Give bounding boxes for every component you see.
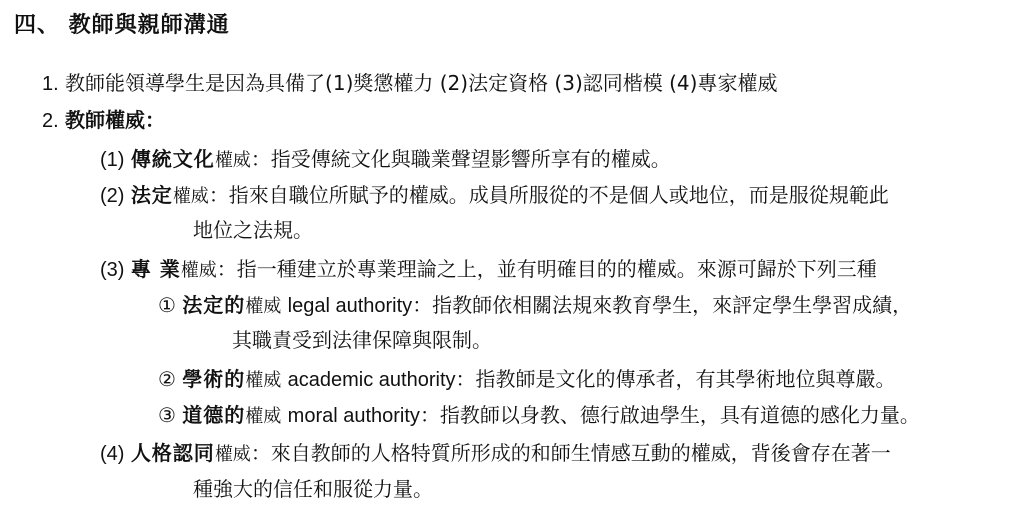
authority-source-academic-term: 學術的 — [182, 367, 246, 391]
sub-item-4-term: 人格認同 — [130, 441, 215, 465]
authority-source-moral — [158, 402, 920, 430]
sub-item-1-authority: 權威 — [214, 150, 251, 171]
sub-item-3-authority: 權威 — [180, 260, 217, 281]
item-1 — [42, 70, 777, 97]
item-1-text: 教師能領導學生是因為具備了(1)獎懲權力 (2)法定資格 (3)認同楷模 (4)專家權威 — [65, 71, 778, 95]
authority-source-academic — [158, 366, 896, 394]
section-title: 四、 教師與親師溝通 — [14, 12, 230, 38]
sub-item-4-number: (4) — [100, 443, 125, 465]
authority-source-academic-text: ：指教師是文化的傳承者，有其學術地位與尊嚴。 — [455, 367, 896, 391]
sub-item-2-term: 法定 — [130, 183, 173, 207]
authority-source-legal-text: ：指教師依相關法規來教育學生，來評定學生學習成績， — [412, 293, 913, 317]
sub-item-2-text: ：指來自職位所賦予的權威。成員所服從的不是個人或地位，而是服從規範此 — [208, 183, 889, 207]
sub-item-1-number: (1) — [100, 149, 125, 171]
authority-source-academic-marker: ② — [158, 367, 176, 391]
authority-source-moral-text: ：指教師以身教、德行啟迪學生，具有道德的感化力量。 — [419, 403, 920, 427]
sub-item-2-continuation: 地位之法規。 — [193, 218, 313, 242]
item-1-number: 1. — [42, 73, 59, 95]
authority-source-moral-authority: 權威 — [245, 406, 282, 427]
authority-source-moral-english: moral authority — [287, 405, 420, 427]
authority-source-academic-english: academic authority — [287, 369, 456, 391]
authority-source-legal-term: 法定的 — [182, 293, 246, 317]
authority-source-legal-authority: 權威 — [245, 296, 282, 317]
authority-source-academic-authority: 權威 — [245, 370, 282, 391]
sub-item-1 — [100, 146, 671, 174]
sub-item-1-term: 傳統文化 — [130, 147, 215, 171]
sub-item-4-text: ：來自教師的人格特質所形成的和師生情感互動的權威，背後會存在著一 — [250, 441, 891, 465]
sub-item-2-authority: 權威 — [172, 186, 209, 207]
sub-item-3-term: 專 業 — [130, 257, 181, 281]
item-2 — [42, 107, 165, 134]
sub-item-3-text: ：指一種建立於專業理論之上，並有明確目的的權威。來源可歸於下列三種 — [216, 257, 877, 281]
authority-source-legal-english: legal authority — [287, 295, 413, 317]
authority-source-moral-term: 道德的 — [182, 403, 246, 427]
sub-item-2 — [100, 182, 889, 210]
sub-item-2-number: (2) — [100, 185, 125, 207]
sub-item-4-continuation: 種強大的信任和服從力量。 — [193, 477, 433, 501]
sub-item-3-number: (3) — [100, 259, 125, 281]
sub-item-1-text: ：指受傳統文化與職業聲望影響所享有的權威。 — [250, 147, 671, 171]
item-2-number: 2. — [42, 110, 59, 132]
sub-item-4-authority: 權威 — [214, 444, 251, 465]
item-2-heading: 教師權威： — [65, 108, 166, 132]
authority-source-legal — [158, 292, 912, 320]
authority-source-legal-continuation: 其職責受到法律保障與限制。 — [232, 328, 492, 352]
sub-item-4 — [100, 440, 891, 468]
sub-item-3 — [100, 256, 877, 284]
authority-source-moral-marker: ③ — [158, 403, 176, 427]
authority-source-legal-marker: ① — [158, 293, 176, 317]
